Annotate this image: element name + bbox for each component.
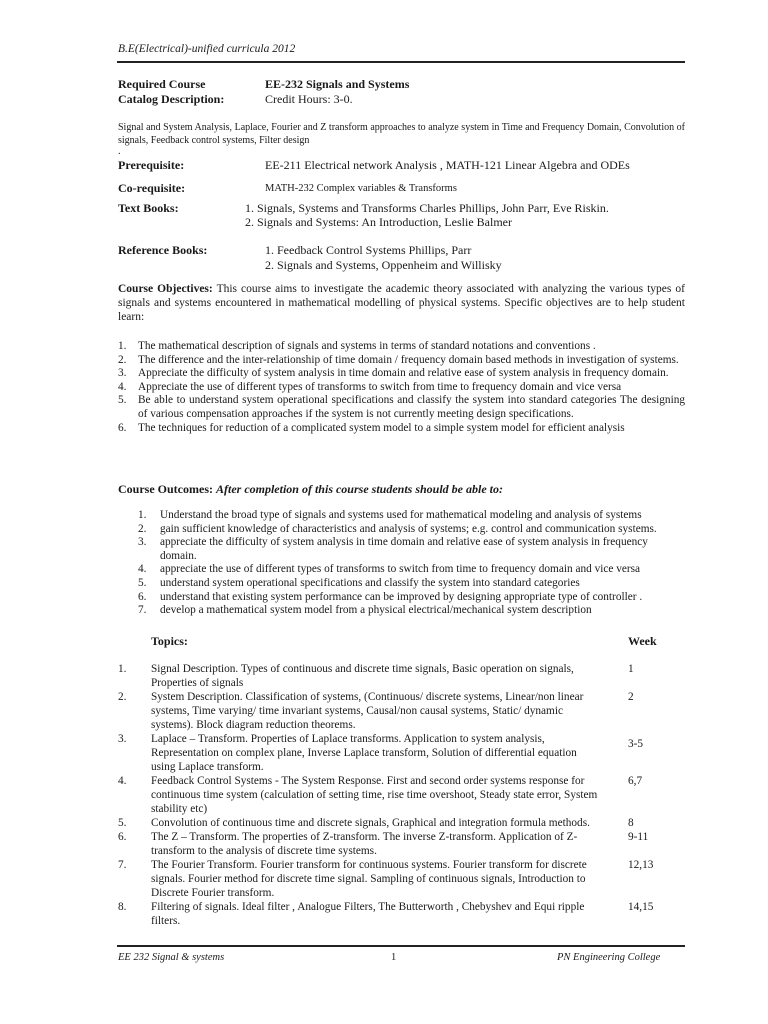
list-number: 4. xyxy=(118,380,127,393)
list-number: 1. xyxy=(118,340,127,352)
topic-number: 1. xyxy=(118,663,127,675)
topic-week: 2 xyxy=(628,691,634,703)
list-text: The mathematical description of signals and systems in terms of standard notations and conventions . xyxy=(138,340,596,352)
topic-number: 6. xyxy=(118,831,127,843)
footer-college: PN Engineering College xyxy=(557,952,661,963)
list-item xyxy=(138,563,686,577)
topic-week: 6,7 xyxy=(628,775,643,787)
list-text: The techniques for reduction of a complicated system model to a simple system model for efficient analysis xyxy=(138,421,625,434)
list-item xyxy=(118,394,685,421)
list-item xyxy=(118,381,685,395)
list-text: Appreciate the use of different types of transforms to switch from time to frequency domain and vice versa xyxy=(138,380,622,393)
topic-number: 4. xyxy=(118,775,127,787)
topic-week: 8 xyxy=(628,817,634,829)
table-row xyxy=(118,858,686,900)
list-text: Be able to understand system operational specifications and classify the system into standard categories The designing of various compensation approaches if the system is not currently meeting design specifications. xyxy=(138,394,685,420)
topic-text: Filtering of signals. Ideal filter , Analogue Filters, The Butterworth , Chebyshev and Equi ripple filters. xyxy=(151,901,585,927)
list-text: gain sufficient knowledge of characteristics and analysis of systems; e.g. control and communication systems. xyxy=(160,522,657,535)
table-row xyxy=(118,662,686,690)
topic-week: 1 xyxy=(628,663,634,675)
topic-week: 14,15 xyxy=(628,901,654,913)
list-number: 6. xyxy=(118,421,127,434)
running-header: B.E(Electrical)-unified curricula 2012 xyxy=(118,43,296,55)
course-outcomes-heading xyxy=(118,482,503,497)
topic-text: The Fourier Transform. Fourier transform for continuous systems. Fourier transform for discrete signals. Fourier method for discrete time signal. Sampling of continuous signals, Introduction to Discrete Fourier transform. xyxy=(151,859,587,899)
list-item xyxy=(138,536,686,563)
week-heading: Week xyxy=(628,634,657,648)
table-row xyxy=(118,900,686,928)
table-row xyxy=(118,830,686,858)
list-item xyxy=(138,591,686,605)
course-outcomes-label: Course Outcomes: xyxy=(118,482,213,496)
list-text: understand that existing system performance can be improved by designing appropriate type of controller . xyxy=(160,590,643,603)
list-number: 2. xyxy=(118,353,127,366)
topic-text: Laplace – Transform. Properties of Laplace transforms. Application to system analysis, Representation on complex plane, Inverse Laplace transform, Solution of differential equation using Laplace transform. xyxy=(151,733,577,773)
topic-week: 12,13 xyxy=(628,859,654,871)
topic-week: 3-5 xyxy=(628,738,644,750)
list-text: Appreciate the difficulty of system analysis in time domain and relative ease of system analysis in frequency domain. xyxy=(138,367,669,380)
prerequisite-value: EE-211 Electrical network Analysis , MATH-121 Linear Algebra and ODEs xyxy=(265,158,630,172)
stray-dot: . xyxy=(118,146,121,157)
prerequisite-label: Prerequisite: xyxy=(118,158,185,172)
topic-number: 5. xyxy=(118,817,127,829)
table-row xyxy=(118,732,686,774)
course-code-title: EE-232 Signals and Systems xyxy=(265,77,410,91)
topics-heading: Topics: xyxy=(151,634,188,648)
text-books-label: Text Books: xyxy=(118,201,179,215)
list-text: understand system operational specifications and classify the system into standard categories xyxy=(160,576,580,589)
list-text: appreciate the difficulty of system analysis in time domain and relative ease of system analysis in frequency domain. xyxy=(160,536,648,562)
header-rule xyxy=(117,61,685,63)
list-item xyxy=(118,367,685,381)
list-number: 2. xyxy=(138,522,147,535)
topic-text: Feedback Control Systems - The System Response. First and second order systems response for continuous time system (calculation of setting time, rise time overshoot, Steady state error, System stability etc) xyxy=(151,775,598,815)
list-number: 5. xyxy=(138,576,147,589)
catalog-description-label: Catalog Description: xyxy=(118,92,225,106)
reference-book-item: 1. Feedback Control Systems Phillips, Parr xyxy=(265,243,472,257)
topic-text: Convolution of continuous time and discrete signals, Graphical and integration formula methods. xyxy=(151,817,590,829)
list-item xyxy=(138,523,686,537)
list-number: 3. xyxy=(118,367,127,380)
topic-text: System Description. Classification of systems, (Continuous/ discrete systems, Linear/non linear systems, Time varying/ time invariant systems, Causal/non causal systems, Static/ dynamic systems). Block diagram reduction theorems. xyxy=(151,691,584,731)
footer-rule xyxy=(117,945,685,947)
objectives-list xyxy=(118,340,685,435)
topic-number: 3. xyxy=(118,733,127,745)
list-item xyxy=(138,509,686,523)
text-book-item: 2. Signals and Systems: An Introduction, Leslie Balmer xyxy=(245,215,512,229)
topic-number: 8. xyxy=(118,901,127,913)
list-text: develop a mathematical system model from a physical electrical/mechanical system description xyxy=(160,604,592,617)
outcomes-list xyxy=(138,509,686,618)
list-text: Understand the broad type of signals and systems used for mathematical modeling and analysis of systems xyxy=(160,509,642,521)
catalog-description: Signal and System Analysis, Laplace, Fourier and Z transform approaches to analyze system in Time and Frequency Domain, Convolution of signals, Feedback control systems, Filter design xyxy=(118,122,685,146)
reference-book-item: 2. Signals and Systems, Oppenheim and Willisky xyxy=(265,258,502,272)
course-outcomes-intro: After completion of this course students should be able to: xyxy=(215,482,503,496)
course-objectives-intro: This course aims to investigate the academic theory associated with analyzing the various types of signals and systems encountered in mathematical modelling of physical systems. Specific objectives are to help student learn: xyxy=(118,283,685,323)
list-number: 3. xyxy=(138,536,147,549)
topic-number: 7. xyxy=(118,859,127,871)
table-row xyxy=(118,774,686,816)
corequisite-value: MATH-232 Complex variables & Transforms xyxy=(265,183,457,194)
list-text: appreciate the use of different types of transforms to switch from time to frequency domain and vice versa xyxy=(160,563,641,576)
text-book-item: 1. Signals, Systems and Transforms Charles Phillips, John Parr, Eve Riskin. xyxy=(245,201,609,215)
reference-books-label: Reference Books: xyxy=(118,243,208,257)
list-item xyxy=(118,340,685,354)
required-course-label: Required Course xyxy=(118,77,206,91)
topic-number: 2. xyxy=(118,691,127,703)
table-row xyxy=(118,816,686,830)
page-number: 1 xyxy=(391,952,397,963)
course-objectives-paragraph xyxy=(118,282,685,324)
list-item xyxy=(118,354,685,368)
topic-text: Signal Description. Types of continuous and discrete time signals, Basic operation on signals, Properties of signals xyxy=(151,663,574,689)
list-number: 5. xyxy=(118,394,127,407)
corequisite-label: Co-requisite: xyxy=(118,181,186,195)
course-objectives-label: Course Objectives: xyxy=(118,283,213,295)
list-text: The difference and the inter-relationship of time domain / frequency domain based methods in investigation of systems. xyxy=(138,353,679,366)
list-item xyxy=(118,422,685,436)
list-item xyxy=(138,604,686,618)
credit-hours: Credit Hours: 3-0. xyxy=(265,92,353,106)
list-number: 7. xyxy=(138,604,147,617)
list-number: 6. xyxy=(138,590,147,603)
list-number: 4. xyxy=(138,563,147,576)
table-row xyxy=(118,690,686,732)
list-number: 1. xyxy=(138,509,147,521)
footer-course: EE 232 Signal & systems xyxy=(118,952,225,963)
topic-text: The Z – Transform. The properties of Z-transform. The inverse Z-transform. Application of Z-transform to the analysis of discrete time systems. xyxy=(151,831,578,857)
topics-table xyxy=(118,662,686,928)
list-item xyxy=(138,577,686,591)
topic-week: 9-11 xyxy=(628,831,649,843)
